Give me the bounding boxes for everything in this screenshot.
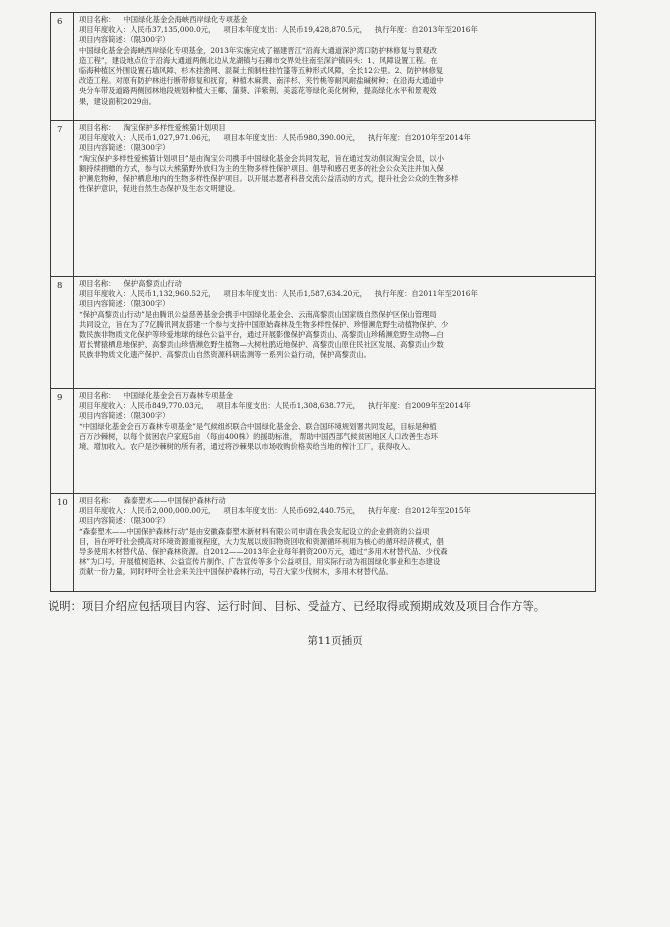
row-content <box>79 15 591 107</box>
row-content <box>79 279 591 361</box>
start-year: 2013 <box>418 25 438 35</box>
project-expense: 1,308,638.77 <box>296 401 346 411</box>
table-note: 说明：项目介绍应包括项目内容、运行时间、目标、受益方、已经取得或预期成效及项目合作方等。 <box>48 600 546 613</box>
project-name-line: 项目名称： 森泰塑木——中国保护森林行动 <box>79 496 226 505</box>
row-content <box>79 496 591 578</box>
start-year: 2010 <box>411 133 431 143</box>
row-number: 10 <box>57 498 68 508</box>
end-year: 2016 <box>451 289 471 299</box>
end-year: 2016 <box>451 25 471 35</box>
project-expense: 692,440.75 <box>303 506 346 516</box>
project-description: 中国绿化基金会海峡西岸绿化专项基金，2013年实施完成了福建晋江“沿海大通道深沪湾口防护林修复与景观改 造工程”，建设地点位于沿海大通道两侧北边从龙湖镇与石狮市交界处往南至深沪镇码头：1、风障设置工程。在 临海种植区外围设置石墙风障、杉木挂渔网、混凝土预制柱挂竹篷等五种形式风障，全长12公里。2、防护林修复 改造工程。对原有防护林进行断带修复和抚育，种植木麻黄、南洋杉、夹竹桃等耐风耐盐碱树种；在沿海大通道中 央分车带及道路两侧园林地段规划种植大王椰、蒲葵、洋紫荆、美蕊花等绿化美化树种，提高绿化水平和景观效 果，建设面积2029亩。 <box>79 45 444 106</box>
project-total: 1,132,960.52 <box>151 289 201 299</box>
project-total: 849,770.03 <box>151 401 194 411</box>
project-name: 中国绿化基金会海峡西岸绿化专项基金 <box>123 15 248 24</box>
project-name: 中国绿化基金会百万森林专项基金 <box>123 391 233 400</box>
end-year: 2015 <box>444 506 464 516</box>
project-total: 37,135,000.0 <box>151 25 201 35</box>
project-name-line: 项目名称： 中国绿化基金会百万森林专项基金 <box>79 391 233 400</box>
project-name: 保护高黎贡山行动 <box>123 279 182 288</box>
table-row <box>51 276 595 389</box>
project-name-line: 项目名称： 保护高黎贡山行动 <box>79 279 182 288</box>
project-amount-line: 项目年度收入：人民币1,132,960.52元， 项目本年度支出：人民币1,587,634.20元， 执行年度：自2011年至2016年 <box>79 289 478 299</box>
table-row <box>51 120 595 277</box>
project-amount-line: 项目年度收入：人民币2,000,000.00元， 项目本年度支出：人民币692,440.75元， 执行年度：自2012年至2015年 <box>79 506 471 516</box>
project-expense: 980,390.00 <box>303 133 346 143</box>
project-intro-line: 项目内容简述：（限300字） <box>79 35 170 45</box>
project-amount-line: 项目年度收入：人民币849,770.03元， 项目本年度支出：人民币1,308,638.77元， 执行年度：自2009年至2014年 <box>79 401 471 411</box>
project-name: 淘宝保护多样性爱熊猫计划项目 <box>123 123 226 132</box>
row-content <box>79 123 591 194</box>
project-name-line: 项目名称： 淘宝保护多样性爱熊猫计划项目 <box>79 123 226 132</box>
project-description: “淘宝保护多样性爱熊猫计划项目”是由淘宝公司携手中国绿化基金会共同发起，旨在通过发动俱议淘宝会员，以小 额持续捐赠的方式，参与以大熊猫野外放归为主的生物多样性保护项目。倡导和感召更多的社会公众关注并加入保 护濒危物种，保护栖息地内的生物多样性保护项目。以开展志愿者科普交流公益活动的方式，提升社会公众的生物多样 性保护意识，促进自然生态保护及生态文明建设。 <box>79 153 459 194</box>
project-intro-line: 项目内容简述：（限300字） <box>79 411 170 421</box>
project-name-line: 项目名称： 中国绿化基金会海峡西岸绿化专项基金 <box>79 15 248 24</box>
project-intro-line: 项目内容简述：（限300字） <box>79 143 170 153</box>
project-table <box>50 12 596 592</box>
end-year: 2014 <box>444 133 464 143</box>
project-expense: 1,587,634.20 <box>303 289 353 299</box>
row-number: 8 <box>57 281 63 291</box>
table-row <box>51 13 595 120</box>
row-number: 6 <box>57 17 63 27</box>
table-row <box>51 493 595 594</box>
start-year: 2009 <box>411 401 431 411</box>
project-intro-line: 项目内容简述：（限300字） <box>79 516 170 526</box>
project-amount-line: 项目年度收入：人民币1,027,971.06元， 项目本年度支出：人民币980,390.00元， 执行年度：自2010年至2014年 <box>79 133 471 143</box>
project-expense: 19,428,870.5 <box>303 25 353 35</box>
project-description: “中国绿化基金会百万森林专项基金”是气候组织联合中国绿化基金会、联合国环境规划署共同发起，目标是种植 百万沙棘树，以每个贫困农户家庭5亩 （每亩400株）的援助标准， 帮助中国西部气候贫困地区人口改善生态环 境、增加收入。农户是沙棘树的所有者，通过将沙棘果以市场收购价格卖给当地的榨汁工厂，获得收入。 <box>79 421 438 452</box>
project-amount-line: 项目年度收入：人民币37,135,000.0元， 项目本年度支出：人民币19,428,870.5元， 执行年度：自2013年至2016年 <box>79 25 478 35</box>
row-number: 9 <box>57 393 63 403</box>
end-year: 2014 <box>444 401 464 411</box>
project-total: 2,000,000.00 <box>151 506 201 516</box>
project-total: 1,027,971.06 <box>151 133 201 143</box>
row-content <box>79 391 591 452</box>
page-footer: 第11页插页 <box>307 635 363 647</box>
project-intro-line: 项目内容简述：（限300字） <box>79 299 170 309</box>
table-row <box>51 388 595 494</box>
start-year: 2011 <box>418 289 438 299</box>
start-year: 2012 <box>411 506 431 516</box>
project-description: “森泰塑木——中国保护森林行动”是由安徽森泰塑木新材料有限公司申请在我会发起设立的企业捐资的公益项 目，旨在呼吁社会摸高对环境资源重视程度，大力发展以废旧物资回收和资源循环利用为核心的循环经济模式，倡 导多使用木材替代品、保护森林资源。自2012——2013年企业每年捐资200万元，通过“多用木材替代品、少伐森 林”为口号，开展植树造林、公益宣传片制作、广告宣传等多个公益项目，用实际行动为祖国绿化事业和生态建设 贡献一份力量，同时呼吁全社会来关注中国保护森林行动，号召大家少伐树木，多用木材替代品。 <box>79 526 448 577</box>
project-description: “保护高黎贡山行动”是由腾讯公益慈善基金会携手中国绿化基金会、云南高黎贡山国家级自然保护区保山管理局 共同设立，旨在为了7亿腾讯网友搭建一个参与支持中国原始森林及生物多样性保护、珍惜濒危野生动植物保护、少 数民族非物质文化保护等珍爱地球的绿色公益平台，通过开展影像保护高黎贡山、高黎贡山珍稀濒危野生动物—白 眉长臂猿栖息地保护、高黎贡山珍惜濒危野生植物—大树杜鹃近地保护、高黎贡山原住民社区发展、高黎贡山少数 民族非物质文化遗产保护、高黎贡山自然资源科研监测等一系列公益行动，保护高黎贡山。 <box>79 309 449 360</box>
row-number: 7 <box>57 125 63 135</box>
project-name: 森泰塑木——中国保护森林行动 <box>123 496 226 505</box>
